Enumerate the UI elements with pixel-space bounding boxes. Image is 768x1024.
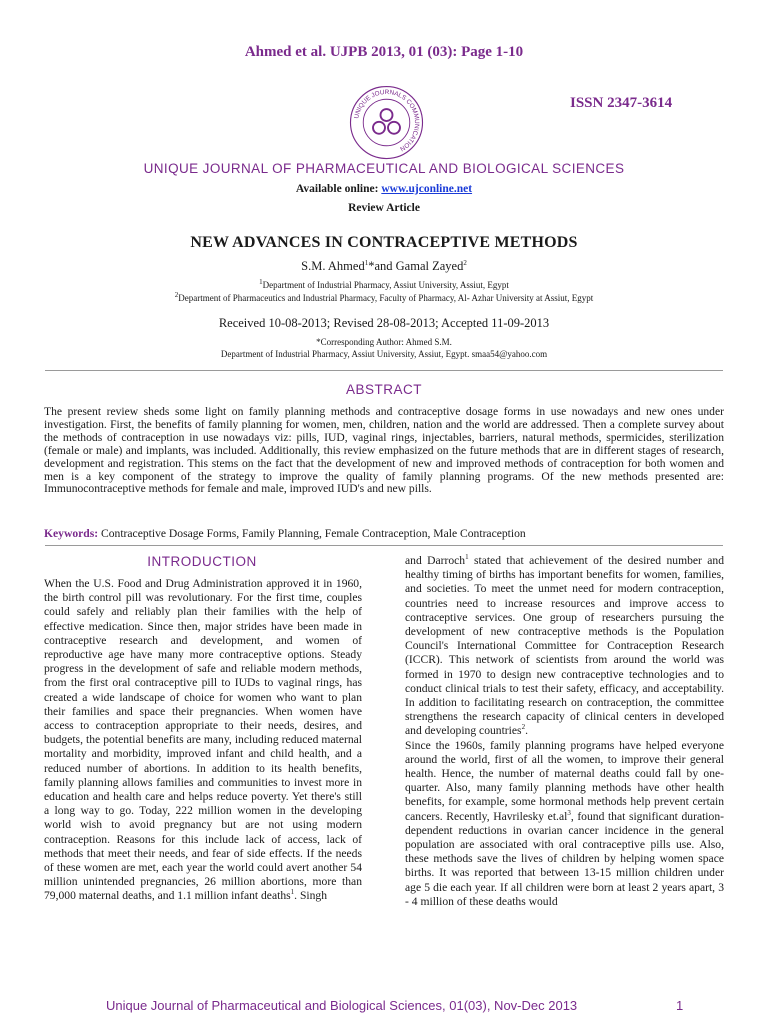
article-title: NEW ADVANCES IN CONTRACEPTIVE METHODS — [190, 234, 578, 251]
divider-bottom — [45, 545, 723, 546]
issn-label: ISSN 2347-3614 — [570, 95, 673, 111]
available-online-label: Available online: — [295, 183, 382, 195]
keywords-label: Keywords: — [44, 527, 99, 540]
corresponding-author: *Corresponding Author: Ahmed S.M. — [316, 337, 452, 347]
intro-left-tail: . Singh — [294, 889, 327, 903]
journal-logo — [349, 85, 424, 160]
article-type: Review Article — [348, 202, 420, 214]
keywords-text: Contraceptive Dosage Forms, Family Planning, Female Contraception, Male Contraception — [98, 527, 526, 540]
footer-journal: Unique Journal of Pharmaceutical and Biological Sciences, 01(03), Nov-Dec 2013 — [106, 998, 578, 1013]
logo-ring-text: UNIQUE JOURNALS COMMUNICATION — [353, 88, 421, 153]
author-2-affiliation-mark: 2 — [463, 258, 467, 267]
keywords-line — [44, 527, 724, 540]
intro-right-start: and Darroch — [405, 554, 466, 567]
journal-name: UNIQUE JOURNAL OF PHARMACEUTICAL AND BIOLOGICAL SCIENCES — [143, 161, 625, 176]
affiliation-1-mark: 1 — [259, 278, 263, 286]
introduction-heading: INTRODUCTION — [147, 554, 257, 569]
intro-right-column — [405, 554, 724, 909]
affiliation-2-text: Department of Pharmaceutics and Industrial Pharmacy, Faculty of Pharmacy, Al- Azhar University at Assiut, Egypt — [178, 293, 594, 303]
corresponding-address: Department of Industrial Pharmacy, Assiut University, Assiut, Egypt. smaa54@yahoo.com — [220, 349, 548, 359]
intro-left-text: When the U.S. Food and Drug Administration approved it in 1960, the birth control pill was revolutionary. For the first time, couples could safely and reliably plan their families with the help of effective medication. Since then, major strides have been made in contraceptive research and development, and women of reproductive age have many more contraceptive options. Steady progress in the development of safe and reliable modern methods, from the first oral contraceptive pill to IUDs to vaginal rings, has created a wide landscape of choice for women who want to plan their families and space their pregnancies. When women have access to contraception appropriate to their needs, desires, and budgets, the potential benefits are many, including reduced maternal mortality and morbidity, improved infant and child health, and a reduced number of abortions. In addition to its health benefits, family planning allows families and communities to invest more in education and health care and helps reduce poverty. Yet there's still a long way to go. Today, 222 million women in the developing world wish to avoid pregnancy but are not using modern contraception. Reasons for this include lack of access, lack of methods that meet their needs, and fear of side effects. If the needs of these women are met, each year the world could avert another 54 million unintended pregnancies, 26 million abortions, more than 79,000 maternal deaths, and 1.1 million infant deaths — [44, 577, 362, 903]
citation-mark: 2 — [521, 723, 526, 732]
author-1: S.M. Ahmed — [301, 259, 365, 273]
affiliation-2 — [0, 293, 768, 303]
affiliation-1-text: Department of Industrial Pharmacy, Assiut University, Assiut, Egypt — [262, 280, 509, 290]
intro-left-column — [44, 577, 362, 904]
intro-right-text-2: . — [525, 724, 528, 738]
article-dates: Received 10-08-2013; Revised 28-08-2013; Accepted 11-09-2013 — [218, 316, 550, 330]
intro-right-text-3: Since the 1960s, family planning programs have helped everyone around the world, first of all the women, to improve their general health. Hence, the number of maternal deaths could fall by one-quarter. Also, many family planning methods have other health benefits, for example, some hormonal methods help prevent certain cancers. Recently, Havrilesky et.al — [405, 738, 724, 823]
affiliation-2-mark: 2 — [174, 291, 179, 299]
page-number: 1 — [676, 998, 684, 1013]
abstract-text: The present review sheds some light on family planning methods and contraceptive dosage forms in use nowadays and new ones under investigation. First, the benefits of family planning for women, men, children, nation and the world are addressed. Then a complete survey about the methods of contraception in use nowadays viz: pills, IUD, vaginal rings, injectables, barriers, natural methods, spermicides, sterilization (female or male) and implants, was included. Additionally, this review emphasized on the future methods that are in different stages of research, development and registration. This stems on the fact that the development of new and improved methods of contraception for both women and men is a key component of the strategy to improve the quality of family planning programs. Of the new methods presented are: Immunocontraceptive methods for female and male, improved IUD's and new pills. — [44, 405, 724, 496]
abstract-heading: ABSTRACT — [345, 382, 422, 397]
citation-mark: 3 — [567, 808, 571, 817]
author-join: *and Gamal Zayed — [368, 259, 464, 273]
intro-right-text-1: stated that achievement of the desired number and healthy timing of births has important benefits for women, families, and societies. To meet the unmet need for modern contraception, countries need to increase resources and improve access to contraceptive services. One group of researchers pursuing the development of new contraceptive methods is the Population Council's International Committee for Contraception Research (ICCR). This network of scientists from around the world was formed in 1970 to design new contraceptive technologies and to conduct clinical trials to test their safety, efficacy, and acceptability. In addition to facilitating research on contraception, the committee strengthens the research capacity of clinical centers in developed and developing countries — [405, 554, 724, 738]
citation-mark: 1 — [465, 553, 469, 562]
running-header-citation: Ahmed et al. UJPB 2013, 01 (03): Page 1-10 — [244, 44, 524, 60]
journal-website-link[interactable]: www.ujconline.net — [381, 183, 473, 195]
authors-line — [0, 259, 768, 274]
author-1-affiliation-mark: 1 — [364, 258, 369, 267]
citation-mark: 1 — [290, 888, 295, 897]
intro-right-text-4: , found that significant duration-dependent reductions in ovarian cancer incidence in the general population are associated with oral contraceptive pills use. Also, these methods save the lives of children by helping women space births. It was reported that between 13-15 million children under age 5 die each year. If all children were born at least 2 years apart, 3 - 4 million of these deaths would — [405, 809, 724, 908]
affiliation-1 — [0, 280, 768, 290]
available-online-line — [0, 183, 768, 195]
divider-top — [45, 370, 723, 371]
